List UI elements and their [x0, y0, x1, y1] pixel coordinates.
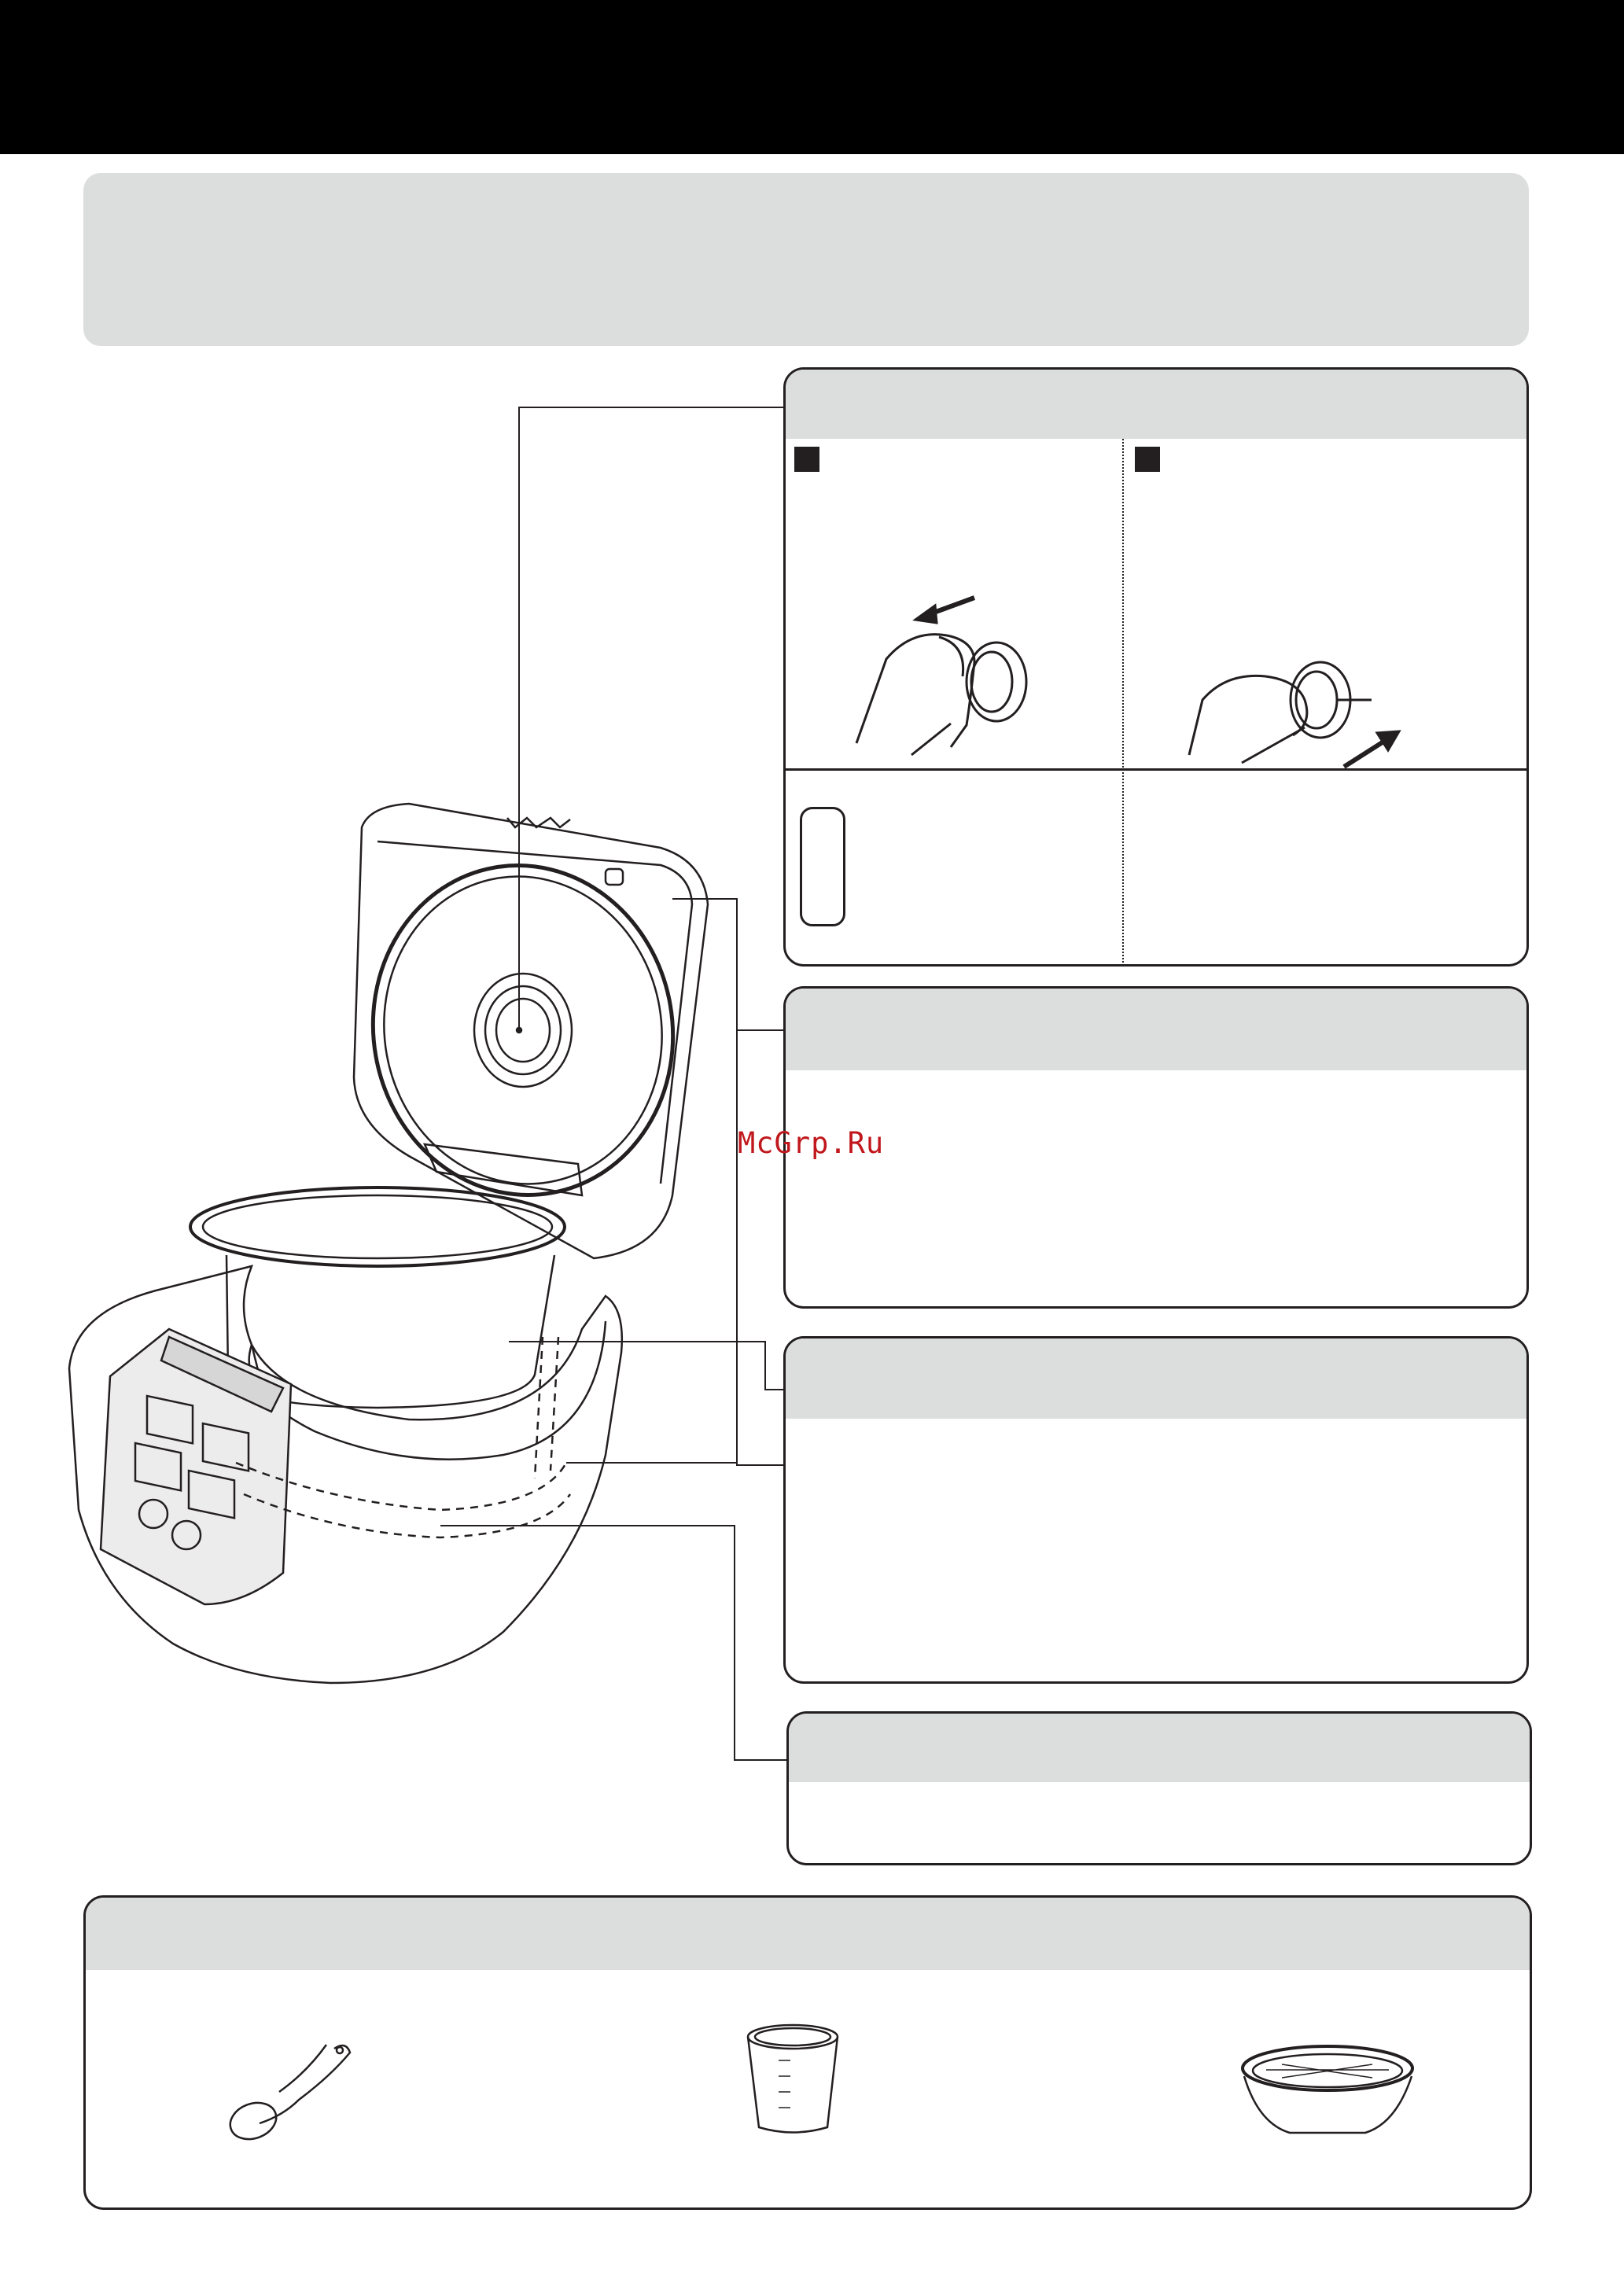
panel-accessories-header — [86, 1898, 1530, 1970]
rice-cooker-illustration — [69, 804, 708, 1683]
inner-cap-attach-illustration — [1189, 662, 1399, 767]
watermark: McGrp.Ru — [738, 1126, 885, 1160]
panel-inner-pot — [783, 1336, 1529, 1684]
leader-lines — [440, 407, 786, 1760]
intro-box — [83, 173, 1529, 346]
inner-cap-illustrations — [786, 370, 1529, 967]
panel-inner-pot-header — [786, 1338, 1526, 1419]
panel-body-header — [789, 1714, 1530, 1782]
header-bar — [0, 0, 1624, 154]
panel-lid — [783, 986, 1529, 1309]
panel-accessories — [83, 1895, 1532, 2210]
inner-cap-removal-illustration — [856, 598, 1026, 755]
panel-body — [786, 1711, 1532, 1865]
panel-lid-header — [786, 989, 1526, 1070]
panel-inner-lid — [783, 367, 1529, 967]
